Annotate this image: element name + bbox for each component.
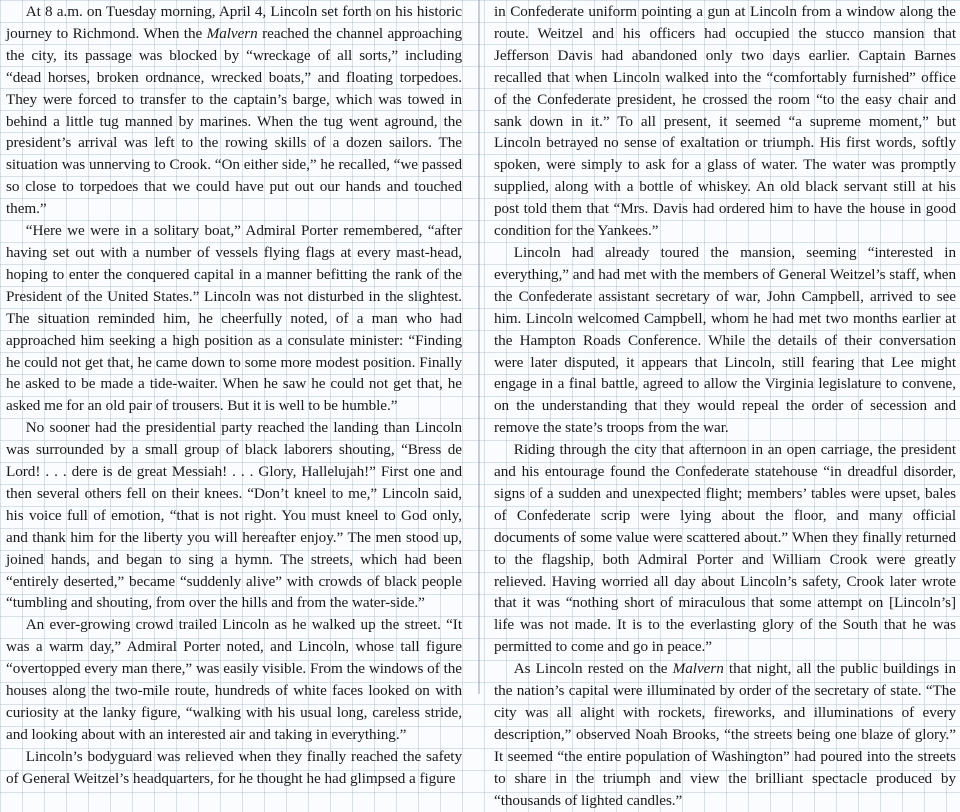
ship-name: Malvern — [672, 660, 724, 678]
paragraph: As Lincoln rested on the Malvern that night, all the public buildings in the nation’s capital were illuminated by order of the secretary of state. “The city was all alight with rockets, fireworks, and illuminations of every description,” observed Noah Brooks, “the streets being one blaze of glory.” It seemed “the entire population of Washington” had poured into the streets to share in the triumph and view the brilliant spectacle produced by “thousands of lighted candles.” — [494, 660, 957, 809]
paragraph: in Confederate uniform pointing a gun at Lincoln from a window along the route. Weitzel and his officers had occupied the stucco mansion that Jefferson Davis had abandoned only two days earlier. Captain Barnes recalled that when Lincoln walked into the “comfortably furnished” office of the Confederate president, he crossed the room “to the easy chair and sank down in it.” To all present, it seemed “a supreme moment,” but Lincoln betrayed no sense of exaltation or triumph. His first words, softly spoken, were simply to ask for a glass of water. The water was promptly supplied, along with a bottle of whiskey. An old black servant still at his post told them that “Mrs. Davis had ordered him to have the house in good condition for the Yankees.” — [494, 3, 956, 240]
paragraph: At 8 a.m. on Tuesday morning, April 4, Lincoln set forth on his historic journey to Richmond. When the Malvern reached the channel approaching the city, its passage was blocked by “wreckage of all sorts,” including “dead horses, broken ordnance, wrecked boats,” and floating torpedoes. They were forced to transfer to the captain’s barge, which was towed in behind a little tug manned by marines. When the tug went aground, the president’s arrival was left to the rowing skills of a dozen sailors. The situation was unnerving to Crook. “On either side,” he recalled, “we passed so close to torpedoes that we could have put out our hands and touched them.” — [6, 3, 462, 218]
ship-name: Malvern — [206, 24, 258, 42]
paragraph: Lincoln’s bodyguard was relieved when they finally reached the safety of General Weitzel’s headquarters, for he thought he had glimpsed a figure — [6, 747, 462, 787]
right-page — [482, 0, 960, 809]
paragraph: No sooner had the presidential party reached the landing than Lincoln was surrounded by a small group of black laborers shouting, “Bress de Lord! . . . dere is de great Messiah! . . . Glory, Hallelujah!” First one and then several others fell on their knees. “Don’t kneel to me,” Lincoln said, his voice full of emotion, “that is not right. You must kneel to God only, and thank him for the liberty you will hereafter enjoy.” The men stood up, joined hands, and began to sing a hymn. The streets, which had been “entirely deserted,” became “suddenly alive” with crowds of black people “tumbling and shouting, from over the hills and from the water-side.” — [6, 419, 462, 612]
paragraph: An ever-growing crowd trailed Lincoln as he walked up the street. “It was a warm day,” Admiral Porter noted, and Lincoln, whose tall figure “overtopped every man there,” was easily visible. From the windows of the houses along the two-mile route, hundreds of white faces looked on with curiosity at the lanky figure, “walking with his usual long, careless stride, and looking about with an interested air and taking in everything.” — [6, 616, 462, 743]
paragraph: Riding through the city that afternoon in an open carriage, the president and his entourage found the Confederate statehouse “in dreadful disorder, signs of a sudden and unexpected flight; members’ tables were upset, bales of Confederate scrip were lying about the floor, and many official documents of some value were scattered about.” When they finally returned to the flagship, both Admiral Porter and William Crook were greatly relieved. Having worried all day about Lincoln’s safety, Crook later wrote that it was “nothing short of miraculous that some attempt on [Lincoln’s] life was not made. It is to the everlasting glory of the South that he was permitted to come and go in peace.” — [494, 441, 956, 656]
page-gutter — [478, 0, 480, 694]
left-page — [0, 0, 476, 787]
paragraph: “Here we were in a solitary boat,” Admiral Porter remembered, “after having set out with a number of vessels flying flags at every mast-head, hoping to enter the conquered capital in a manner befitting the rank of the President of the United States.” Lincoln was not disturbed in the slightest. The situation reminded him, he cheerfully noted, of a man who had approached him seeking a high position as a consulate minister: “Finding he could not get that, he came down to some more modest position. Finally he asked to be made a tide-waiter. When he saw he could not get that, he asked me for an old pair of trousers. But it is well to be humble.” — [6, 222, 462, 415]
paragraph: Lincoln had already toured the mansion, seeming “interested in everything,” and had met with the members of General Weitzel’s staff, when the Confederate assistant secretary of war, John Campbell, arrived to see him. Lincoln welcomed Campbell, whom he had met two months earlier at the Hampton Roads Conference. While the details of their conversation were later disputed, it appears that Lincoln, still fearing that Lee might engage in a final battle, agreed to allow the Virginia legislature to convene, on the understanding that they would repeal the order of secession and remove the state’s troops from the war. — [494, 243, 956, 437]
